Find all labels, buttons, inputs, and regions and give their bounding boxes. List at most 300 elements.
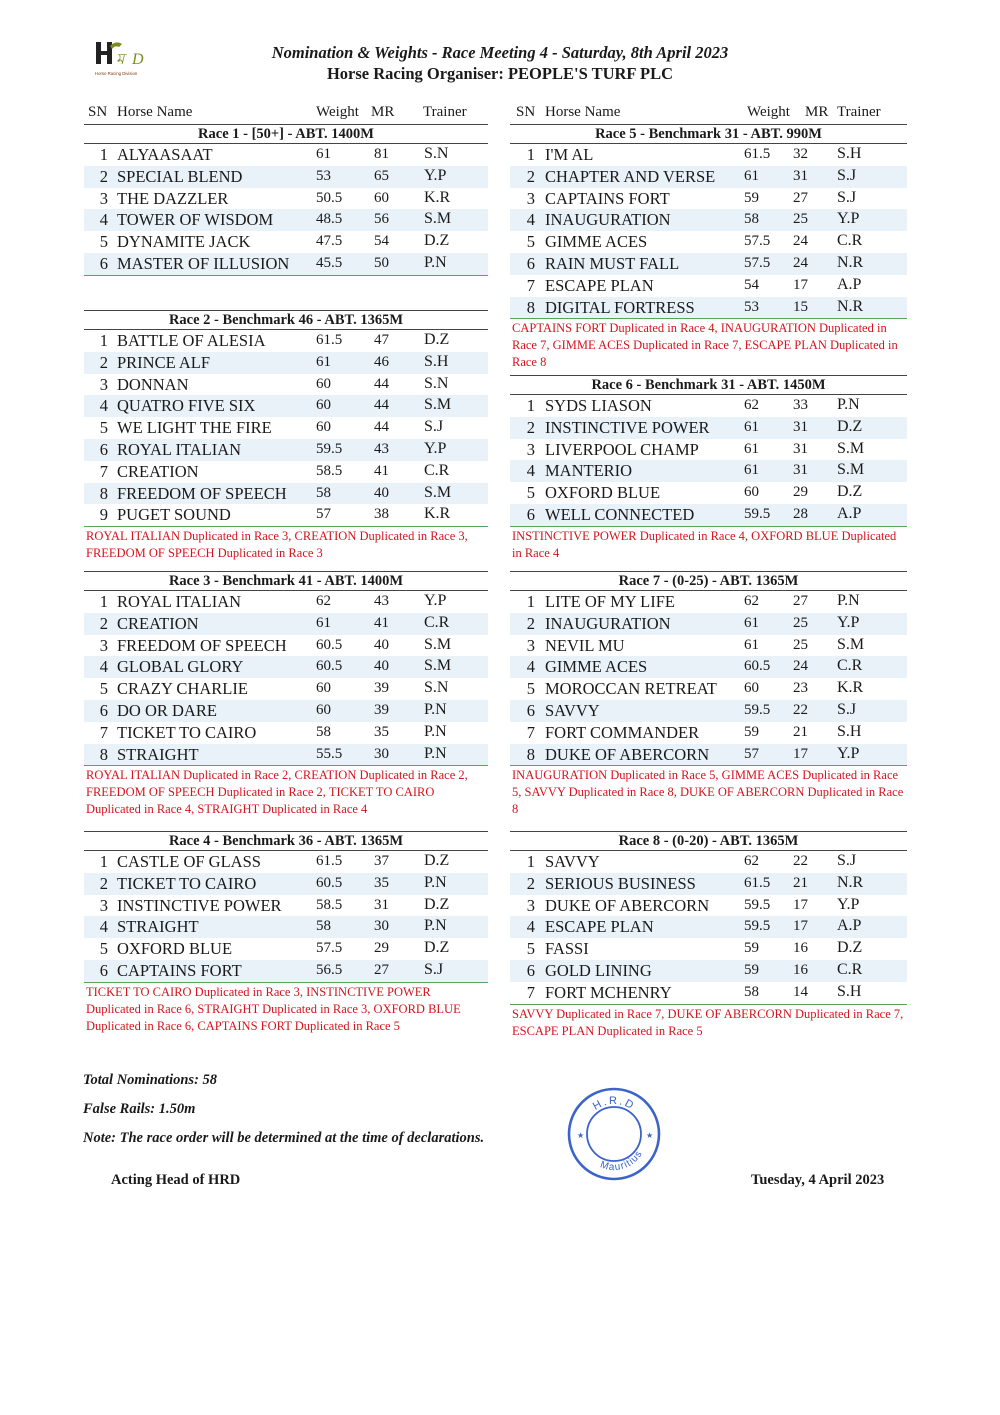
entry-row bbox=[510, 722, 907, 744]
entry-horse: QUATRO FIVE SIX bbox=[117, 396, 256, 416]
entry-mr: 32 bbox=[793, 146, 808, 162]
entry-trainer: S.M bbox=[837, 635, 865, 653]
entry-weight: 61 bbox=[744, 418, 759, 435]
duplicate-note: TICKET TO CAIRO Duplicated in Race 3, INSTINCTIVE POWER Duplicated in Race 6, STRAIGHT Duplicated in Race 3, OXFORD BLUE Duplicated in Race 6, CAPTAINS FORT Duplicated in Race 5 bbox=[86, 984, 461, 1033]
entry-trainer: Y.P bbox=[424, 166, 447, 184]
entry-row bbox=[510, 166, 907, 188]
entry-horse: GLOBAL GLORY bbox=[117, 657, 244, 677]
entry-mr: 60 bbox=[374, 189, 389, 206]
entry-mr: 46 bbox=[374, 353, 389, 370]
entry-trainer: D.Z bbox=[837, 939, 863, 957]
svg-text:★: ★ bbox=[646, 1131, 654, 1140]
entry-sn: 6 bbox=[526, 253, 535, 273]
entry-sn: 2 bbox=[526, 613, 535, 633]
entry-mr: 17 bbox=[793, 896, 808, 913]
entry-sn: 1 bbox=[99, 331, 108, 350]
entry-mr: 43 bbox=[374, 593, 389, 609]
col-trainer: Trainer bbox=[423, 104, 467, 120]
entry-row bbox=[510, 938, 907, 960]
entry-trainer: N.R bbox=[837, 873, 864, 891]
entry-horse: TICKET TO CAIRO bbox=[117, 873, 257, 893]
entry-weight: 62 bbox=[744, 593, 759, 609]
entry-row bbox=[84, 895, 488, 917]
entry-trainer: D.Z bbox=[837, 417, 863, 435]
entry-horse: FASSI bbox=[545, 939, 589, 959]
entry-horse: SAVVY bbox=[545, 852, 600, 871]
logo-subtitle: Horse Racing Division bbox=[95, 71, 138, 76]
col-weight: Weight bbox=[747, 104, 790, 120]
entry-trainer: P.N bbox=[424, 917, 447, 935]
race-title: Race 1 - [50+] - ABT. 1400M bbox=[84, 124, 488, 144]
entry-weight: 59.5 bbox=[744, 918, 771, 935]
entry-weight: 58 bbox=[744, 983, 759, 1000]
entry-sn: 6 bbox=[99, 700, 108, 720]
entry-weight: 57.5 bbox=[744, 254, 771, 271]
entry-mr: 44 bbox=[374, 419, 389, 436]
entry-row bbox=[84, 851, 488, 873]
entry-trainer: Y.P bbox=[424, 439, 447, 457]
entry-horse: GOLD LINING bbox=[545, 960, 652, 980]
entry-row bbox=[84, 678, 488, 700]
duplicate-note: CAPTAINS FORT Duplicated in Race 4, INAUGURATION Duplicated in Race 7, GIMME ACES Duplicated in Race 7, ESCAPE PLAN Duplicated in Race 8 bbox=[512, 321, 898, 370]
entry-weight: 61 bbox=[744, 440, 759, 457]
entry-row bbox=[84, 209, 488, 231]
entry-horse: DUKE OF ABERCORN bbox=[545, 895, 710, 915]
entry-row bbox=[510, 851, 907, 873]
entry-weight: 62 bbox=[316, 593, 331, 609]
entry-weight: 61 bbox=[316, 614, 331, 631]
entry-horse: STRAIGHT bbox=[117, 917, 199, 937]
entry-trainer: S.M bbox=[424, 396, 452, 414]
entry-weight: 59 bbox=[744, 189, 759, 206]
entry-weight: 59.5 bbox=[744, 896, 771, 913]
entry-trainer: K.R bbox=[424, 505, 451, 523]
entry-row bbox=[510, 482, 907, 504]
entry-horse: CAPTAINS FORT bbox=[545, 188, 670, 208]
race-block bbox=[84, 831, 488, 1035]
entry-mr: 31 bbox=[793, 440, 808, 457]
entry-horse: MANTERIO bbox=[545, 461, 633, 481]
entry-trainer: C.R bbox=[424, 613, 450, 631]
entry-weight: 59 bbox=[744, 940, 759, 957]
entry-trainer: A.P bbox=[837, 275, 862, 293]
entry-row bbox=[84, 483, 488, 505]
entry-weight: 61 bbox=[744, 636, 759, 653]
entry-row bbox=[84, 330, 488, 352]
column-header-right bbox=[510, 102, 907, 125]
entry-weight: 61.5 bbox=[316, 332, 343, 348]
entry-weight: 45.5 bbox=[316, 254, 343, 271]
entry-horse: DUKE OF ABERCORN bbox=[545, 744, 710, 764]
svg-text:★: ★ bbox=[577, 1131, 585, 1140]
entry-horse: GIMME ACES bbox=[545, 232, 648, 252]
entry-sn: 4 bbox=[526, 461, 535, 481]
entry-horse: ROYAL ITALIAN bbox=[117, 439, 242, 459]
entry-sn: 7 bbox=[526, 982, 535, 1002]
entry-trainer: D.Z bbox=[424, 895, 450, 913]
entry-sn: 6 bbox=[99, 439, 108, 459]
entry-mr: 54 bbox=[374, 233, 389, 250]
entry-sn: 6 bbox=[526, 700, 535, 720]
stamp-bottom-text: Mauritius bbox=[598, 1148, 646, 1174]
entry-mr: 24 bbox=[793, 658, 808, 675]
entry-row bbox=[84, 417, 488, 439]
entry-sn: 5 bbox=[99, 939, 108, 959]
entry-row bbox=[84, 960, 488, 982]
race-block bbox=[84, 310, 488, 562]
entry-mr: 25 bbox=[793, 614, 808, 631]
col-trainer: Trainer bbox=[837, 104, 881, 120]
entry-trainer: K.R bbox=[424, 188, 451, 206]
col-mr: MR bbox=[805, 104, 829, 120]
entry-weight: 56.5 bbox=[316, 961, 343, 978]
entry-row bbox=[84, 188, 488, 210]
entry-mr: 24 bbox=[793, 233, 808, 250]
entry-mr: 44 bbox=[374, 375, 389, 392]
col-mr: MR bbox=[371, 104, 395, 120]
entry-row bbox=[84, 591, 488, 613]
entry-weight: 58 bbox=[744, 211, 759, 228]
entry-trainer: D.Z bbox=[837, 483, 863, 501]
entry-trainer: S.J bbox=[424, 418, 444, 436]
entry-mr: 30 bbox=[374, 918, 389, 935]
entry-horse: RAIN MUST FALL bbox=[545, 253, 680, 273]
entry-trainer: S.H bbox=[424, 352, 449, 370]
entry-sn: 2 bbox=[99, 613, 108, 633]
entry-weight: 60 bbox=[744, 484, 759, 501]
entry-weight: 59 bbox=[744, 961, 759, 978]
entry-sn: 3 bbox=[526, 439, 535, 459]
entry-trainer: P.N bbox=[424, 700, 447, 718]
entry-row bbox=[84, 253, 488, 275]
entry-row bbox=[510, 895, 907, 917]
entry-sn: 6 bbox=[99, 253, 108, 273]
entry-weight: 61 bbox=[744, 462, 759, 479]
entry-trainer: S.M bbox=[424, 483, 452, 501]
entry-horse: DYNAMITE JACK bbox=[117, 232, 251, 252]
col-horse: Horse Name bbox=[545, 104, 621, 120]
entry-trainer: Y.P bbox=[837, 613, 860, 631]
entry-row bbox=[510, 656, 907, 678]
entry-mr: 25 bbox=[793, 211, 808, 228]
entry-trainer: P.N bbox=[837, 396, 860, 413]
entry-row bbox=[84, 873, 488, 895]
entry-row bbox=[510, 297, 907, 319]
entry-sn: 5 bbox=[99, 679, 108, 699]
entry-sn: 3 bbox=[99, 374, 108, 394]
entry-weight: 57.5 bbox=[744, 233, 771, 250]
entry-trainer: S.J bbox=[837, 188, 857, 206]
entry-trainer: S.H bbox=[837, 722, 862, 740]
entry-horse: TOWER OF WISDOM bbox=[117, 210, 274, 230]
entry-sn: 1 bbox=[526, 852, 535, 871]
duplicate-note: SAVVY Duplicated in Race 7, DUKE OF ABERCORN Duplicated in Race 7, ESCAPE PLAN Duplicated in Race 5 bbox=[512, 1006, 904, 1038]
entry-mr: 39 bbox=[374, 680, 389, 697]
entry-mr: 15 bbox=[793, 298, 808, 315]
entry-mr: 31 bbox=[793, 418, 808, 435]
entry-horse: I'M AL bbox=[545, 145, 594, 164]
entry-mr: 17 bbox=[793, 276, 808, 293]
entry-weight: 59.5 bbox=[316, 440, 343, 457]
signatory: Acting Head of HRD bbox=[111, 1172, 241, 1188]
entry-sn: 1 bbox=[99, 852, 108, 871]
entry-weight: 58.5 bbox=[316, 896, 343, 913]
entry-row bbox=[510, 873, 907, 895]
entry-horse: NEVIL MU bbox=[545, 635, 625, 655]
svg-text:H.R.D bbox=[591, 1095, 637, 1113]
entry-row bbox=[510, 144, 907, 166]
entry-mr: 38 bbox=[374, 506, 389, 523]
entry-trainer: P.N bbox=[424, 744, 447, 762]
entry-row bbox=[510, 744, 907, 766]
entry-row bbox=[84, 744, 488, 766]
entry-row bbox=[510, 678, 907, 700]
entry-horse: MASTER OF ILLUSION bbox=[117, 253, 290, 273]
entry-mr: 31 bbox=[793, 462, 808, 479]
entry-sn: 2 bbox=[99, 873, 108, 893]
entry-horse: INSTINCTIVE POWER bbox=[545, 417, 710, 437]
entry-weight: 61 bbox=[744, 614, 759, 631]
entry-sn: 6 bbox=[526, 960, 535, 980]
entry-sn: 5 bbox=[526, 232, 535, 252]
entry-sn: 2 bbox=[99, 166, 108, 186]
col-sn: SN bbox=[516, 104, 536, 120]
entry-horse: ESCAPE PLAN bbox=[545, 917, 654, 937]
entry-mr: 81 bbox=[374, 146, 389, 162]
entry-sn: 5 bbox=[526, 679, 535, 699]
entry-sn: 3 bbox=[99, 895, 108, 915]
entry-weight: 59.5 bbox=[744, 505, 771, 522]
entry-mr: 43 bbox=[374, 440, 389, 457]
total-nominations: Total Nominations: 58 bbox=[83, 1072, 218, 1088]
entry-mr: 27 bbox=[793, 593, 808, 609]
entry-trainer: S.J bbox=[837, 852, 857, 869]
issue-date: Tuesday, 4 April 2023 bbox=[751, 1172, 885, 1188]
entry-horse: THE DAZZLER bbox=[117, 188, 229, 208]
entry-mr: 24 bbox=[793, 254, 808, 271]
entry-sn: 1 bbox=[526, 145, 535, 164]
entry-mr: 23 bbox=[793, 680, 808, 697]
entry-row bbox=[84, 635, 488, 657]
entry-trainer: C.R bbox=[837, 232, 863, 250]
entry-mr: 16 bbox=[793, 961, 808, 978]
entry-weight: 47.5 bbox=[316, 233, 343, 250]
entry-row bbox=[84, 144, 488, 166]
entry-row bbox=[84, 374, 488, 396]
entry-horse: LIVERPOOL CHAMP bbox=[545, 439, 699, 459]
entry-row bbox=[84, 439, 488, 461]
entry-sn: 7 bbox=[99, 722, 108, 742]
organiser: Horse Racing Organiser: PEOPLE'S TURF PLC bbox=[326, 64, 674, 83]
entry-sn: 5 bbox=[99, 232, 108, 252]
entry-row bbox=[510, 209, 907, 231]
entry-trainer: S.M bbox=[424, 210, 452, 228]
entry-mr: 44 bbox=[374, 397, 389, 414]
entry-horse: MOROCCAN RETREAT bbox=[545, 679, 717, 699]
entry-row bbox=[510, 504, 907, 526]
entry-mr: 29 bbox=[793, 484, 808, 501]
entry-weight: 54 bbox=[744, 276, 759, 293]
entry-trainer: S.M bbox=[424, 635, 452, 653]
entry-trainer: Y.P bbox=[837, 744, 860, 762]
entry-mr: 21 bbox=[793, 723, 808, 740]
entry-trainer: S.N bbox=[424, 679, 449, 697]
entry-weight: 58 bbox=[316, 484, 331, 501]
entry-sn: 1 bbox=[526, 592, 535, 611]
entry-mr: 33 bbox=[793, 397, 808, 413]
entry-weight: 55.5 bbox=[316, 745, 343, 762]
entry-row bbox=[84, 656, 488, 678]
entry-weight: 60.5 bbox=[316, 658, 343, 675]
entry-row bbox=[510, 635, 907, 657]
entry-weight: 57 bbox=[316, 506, 331, 523]
entry-horse: CRAZY CHARLIE bbox=[117, 679, 248, 699]
entry-weight: 60 bbox=[316, 375, 331, 392]
entry-sn: 2 bbox=[526, 166, 535, 186]
entry-horse: FORT MCHENRY bbox=[545, 982, 672, 1002]
entry-mr: 39 bbox=[374, 701, 389, 718]
entry-sn: 8 bbox=[526, 744, 535, 764]
entry-weight: 61 bbox=[316, 353, 331, 370]
entry-weight: 60.5 bbox=[316, 874, 343, 891]
entry-horse: SPECIAL BLEND bbox=[117, 166, 243, 186]
entry-trainer: K.R bbox=[837, 679, 864, 697]
entry-row bbox=[510, 253, 907, 275]
entry-horse: CREATION bbox=[117, 613, 199, 633]
entry-row bbox=[84, 395, 488, 417]
entry-horse: OXFORD BLUE bbox=[545, 483, 661, 503]
entry-horse: SAVVY bbox=[545, 700, 600, 720]
svg-text:Mauritius bbox=[599, 1149, 645, 1174]
duplicate-note: ROYAL ITALIAN Duplicated in Race 3, CREATION Duplicated in Race 3, FREEDOM OF SPEECH Duplicated in Race 3 bbox=[86, 529, 468, 561]
entry-horse: CAPTAINS FORT bbox=[117, 960, 242, 980]
entry-horse: ALYAASAAT bbox=[117, 145, 213, 164]
entry-row bbox=[510, 916, 907, 938]
entry-horse: CREATION bbox=[117, 461, 199, 481]
entry-mr: 29 bbox=[374, 940, 389, 957]
entry-horse: BATTLE OF ALESIA bbox=[117, 331, 266, 350]
entry-sn: 4 bbox=[99, 396, 108, 416]
entry-trainer: N.R bbox=[837, 253, 864, 271]
entry-horse: FORT COMMANDER bbox=[545, 722, 700, 742]
entry-weight: 58 bbox=[316, 723, 331, 740]
entry-sn: 2 bbox=[99, 352, 108, 372]
entry-sn: 5 bbox=[99, 418, 108, 438]
entry-sn: 4 bbox=[526, 917, 535, 937]
entry-horse: DONNAN bbox=[117, 374, 189, 394]
entry-mr: 37 bbox=[374, 853, 389, 869]
race-title: Race 2 - Benchmark 46 - ABT. 1365M bbox=[84, 310, 488, 330]
col-sn: SN bbox=[88, 104, 108, 120]
entry-mr: 41 bbox=[374, 462, 389, 479]
race-block bbox=[84, 124, 488, 276]
entry-trainer: D.Z bbox=[424, 852, 450, 869]
race-title: Race 5 - Benchmark 31 - ABT. 990M bbox=[510, 124, 907, 144]
entry-trainer: Y.P bbox=[837, 210, 860, 228]
entry-horse: TICKET TO CAIRO bbox=[117, 722, 257, 742]
entry-row bbox=[84, 352, 488, 374]
entry-trainer: D.Z bbox=[424, 939, 450, 957]
entry-sn: 4 bbox=[526, 210, 535, 230]
entry-weight: 53 bbox=[316, 167, 331, 184]
race-title: Race 7 - (0-25) - ABT. 1365M bbox=[510, 571, 907, 591]
entry-weight: 61.5 bbox=[744, 146, 771, 162]
race-order-note: Note: The race order will be determined at the time of declarations. bbox=[83, 1130, 485, 1146]
race-block bbox=[510, 375, 907, 562]
entry-mr: 22 bbox=[793, 701, 808, 718]
entry-weight: 60 bbox=[316, 701, 331, 718]
entry-mr: 35 bbox=[374, 874, 389, 891]
entry-row bbox=[510, 395, 907, 417]
entry-horse: ROYAL ITALIAN bbox=[117, 592, 242, 611]
entry-mr: 40 bbox=[374, 484, 389, 501]
entry-horse: INSTINCTIVE POWER bbox=[117, 895, 282, 915]
entry-mr: 35 bbox=[374, 723, 389, 740]
entry-sn: 4 bbox=[99, 210, 108, 230]
col-horse: Horse Name bbox=[117, 104, 193, 120]
race-block bbox=[510, 831, 907, 1040]
entry-trainer: P.N bbox=[424, 722, 447, 740]
entry-trainer: D.Z bbox=[424, 331, 450, 348]
entry-weight: 60 bbox=[744, 680, 759, 697]
entry-sn: 7 bbox=[526, 722, 535, 742]
entry-sn: 1 bbox=[526, 396, 535, 415]
entry-horse: LITE OF MY LIFE bbox=[545, 592, 676, 611]
entry-row bbox=[84, 504, 488, 526]
race-end-rule bbox=[84, 275, 488, 276]
entry-horse: ESCAPE PLAN bbox=[545, 275, 654, 295]
entry-trainer: C.R bbox=[424, 461, 450, 479]
entry-horse: WELL CONNECTED bbox=[545, 504, 695, 524]
entry-trainer: P.N bbox=[424, 253, 447, 271]
entry-row bbox=[84, 938, 488, 960]
entry-weight: 57 bbox=[744, 745, 759, 762]
entry-sn: 7 bbox=[99, 461, 108, 481]
entry-weight: 60.5 bbox=[316, 636, 343, 653]
entry-weight: 60 bbox=[316, 397, 331, 414]
entry-weight: 58.5 bbox=[316, 462, 343, 479]
entry-row bbox=[84, 916, 488, 938]
entry-sn: 2 bbox=[526, 873, 535, 893]
hrd-stamp bbox=[566, 1086, 662, 1182]
entry-sn: 2 bbox=[526, 417, 535, 437]
entry-trainer: S.H bbox=[837, 145, 862, 162]
entry-trainer: Y.P bbox=[424, 592, 447, 609]
entry-weight: 61.5 bbox=[316, 853, 343, 869]
entry-row bbox=[510, 231, 907, 253]
entry-sn: 8 bbox=[99, 744, 108, 764]
race-block bbox=[510, 571, 907, 818]
race-title: Race 4 - Benchmark 36 - ABT. 1365M bbox=[84, 831, 488, 851]
entry-row bbox=[510, 188, 907, 210]
entry-trainer: N.R bbox=[837, 297, 864, 315]
entry-mr: 31 bbox=[793, 167, 808, 184]
entry-row bbox=[510, 700, 907, 722]
false-rails: False Rails: 1.50m bbox=[83, 1101, 196, 1117]
entry-horse: PUGET SOUND bbox=[117, 505, 231, 525]
entry-weight: 61 bbox=[316, 146, 331, 162]
entry-horse: SYDS LIASON bbox=[545, 396, 652, 415]
entry-mr: 27 bbox=[793, 189, 808, 206]
entry-row bbox=[510, 417, 907, 439]
entry-sn: 6 bbox=[526, 504, 535, 524]
entry-horse: DO OR DARE bbox=[117, 700, 217, 720]
race-block bbox=[510, 124, 907, 371]
entry-row bbox=[84, 231, 488, 253]
entry-horse: CHAPTER AND VERSE bbox=[545, 166, 716, 186]
entry-mr: 25 bbox=[793, 636, 808, 653]
entry-sn: 9 bbox=[99, 505, 108, 525]
